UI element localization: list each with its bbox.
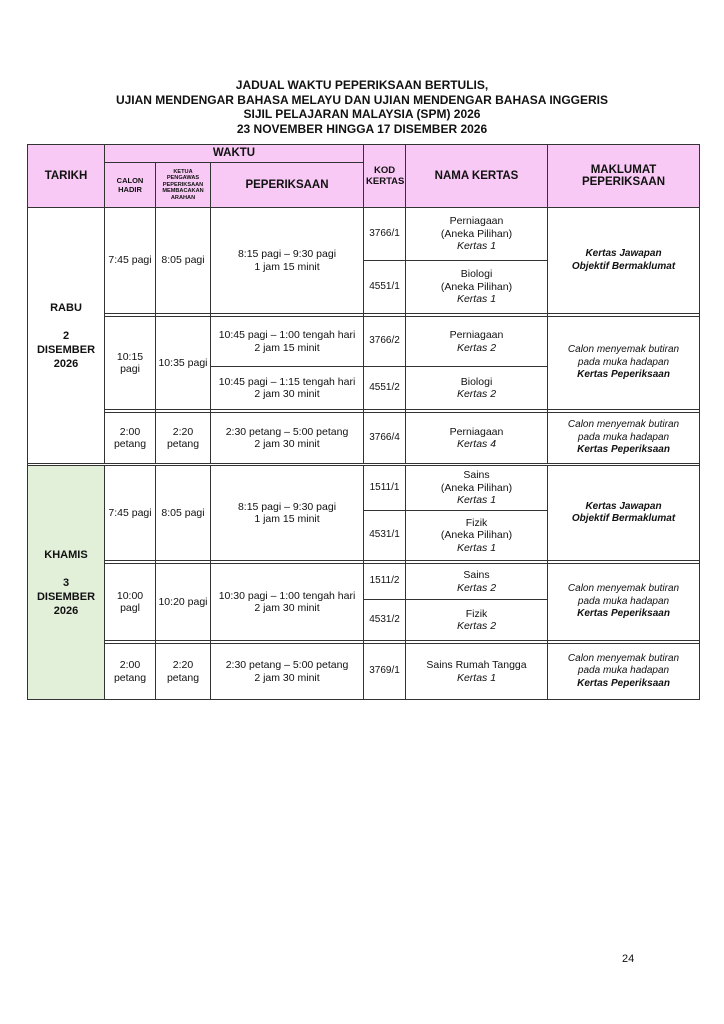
exam-info: Kertas Jawapan Objektif Bermaklumat bbox=[548, 208, 700, 314]
table-row bbox=[28, 564, 700, 600]
calon-hadir-time: 7:45 pagi bbox=[105, 208, 156, 314]
header-kod-kertas: KOD KERTAS bbox=[364, 145, 406, 208]
title-line-2: UJIAN MENDENGAR BAHASA MELAYU DAN UJIAN MENDENGAR BAHASA INGGERIS bbox=[115, 92, 609, 107]
paper-code: 4531/1 bbox=[364, 511, 406, 561]
exam-time: 2:30 petang – 5:00 petang 2 jam 30 minit bbox=[211, 413, 364, 464]
paper-name: Biologi Kertas 2 bbox=[406, 367, 548, 410]
paper-name: Fizik Kertas 2 bbox=[406, 600, 548, 641]
paper-code: 3766/1 bbox=[364, 208, 406, 261]
ketua-pengawas-time: 2:20 petang bbox=[156, 644, 211, 700]
header-nama-kertas: NAMA KERTAS bbox=[406, 145, 548, 208]
title-line-1: JADUAL WAKTU PEPERIKSAAN BERTULIS, bbox=[235, 78, 489, 92]
exam-time: 10:30 pagi – 1:00 tengah hari 2 jam 30 minit bbox=[211, 564, 364, 641]
exam-time: 10:45 pagi – 1:15 tengah hari 2 jam 30 minit bbox=[211, 367, 364, 410]
calon-hadir-time: 7:45 pagi bbox=[105, 466, 156, 561]
exam-time: 8:15 pagi – 9:30 pagi 1 jam 15 minit bbox=[211, 466, 364, 561]
ketua-pengawas-time: 8:05 pagi bbox=[156, 466, 211, 561]
page-number: 24 bbox=[622, 953, 635, 965]
calon-hadir-time: 10:00 pagl bbox=[105, 564, 156, 641]
ketua-pengawas-time: 10:20 pagi bbox=[156, 564, 211, 641]
paper-name: Perniagaan Kertas 2 bbox=[406, 317, 548, 367]
exam-info: Calon menyemak butiran pada muka hadapan Kertas Peperiksaan bbox=[548, 564, 700, 641]
paper-name: Sains Rumah Tangga Kertas 1 bbox=[406, 644, 548, 700]
header-peperiksaan: PEPERIKSAAN bbox=[211, 163, 364, 208]
exam-info: Calon menyemak butiran pada muka hadapan Kertas Peperiksaan bbox=[548, 644, 700, 700]
paper-name: Perniagaan Kertas 4 bbox=[406, 413, 548, 464]
exam-schedule-table bbox=[27, 144, 700, 700]
paper-code: 1511/1 bbox=[364, 466, 406, 511]
table-row bbox=[28, 466, 700, 511]
header-waktu: WAKTU bbox=[105, 145, 364, 163]
ketua-pengawas-time: 2:20 petang bbox=[156, 413, 211, 464]
exam-info: Kertas Jawapan Objektif Bermaklumat bbox=[548, 466, 700, 561]
day-cell-khamis: KHAMIS 3 DISEMBER 2026 bbox=[28, 466, 105, 700]
calon-hadir-time: 2:00 petang bbox=[105, 413, 156, 464]
paper-name: Biologi (Aneka Pilihan) Kertas 1 bbox=[406, 261, 548, 314]
header-ketua-pengawas: KETUA PENGAWAS PEPERIKSAAN MEMBACAKAN ARAHAN bbox=[156, 163, 211, 208]
paper-name: Fizik (Aneka Pilihan) Kertas 1 bbox=[406, 511, 548, 561]
paper-code: 3766/2 bbox=[364, 317, 406, 367]
exam-time: 10:45 pagi – 1:00 tengah hari 2 jam 15 minit bbox=[211, 317, 364, 367]
table-row bbox=[28, 644, 700, 700]
paper-code: 3766/4 bbox=[364, 413, 406, 464]
exam-info: Calon menyemak butiran pada muka hadapan Kertas Peperiksaan bbox=[548, 413, 700, 464]
header-calon-hadir: CALON HADIR bbox=[105, 163, 156, 208]
title-line-4: 23 NOVEMBER HINGGA 17 DISEMBER 2026 bbox=[236, 121, 488, 136]
exam-info: Calon menyemak butiran pada muka hadapan Kertas Peperiksaan bbox=[548, 317, 700, 410]
paper-code: 3769/1 bbox=[364, 644, 406, 700]
calon-hadir-time: 2:00 petang bbox=[105, 644, 156, 700]
paper-code: 1511/2 bbox=[364, 564, 406, 600]
exam-time: 2:30 petang – 5:00 petang 2 jam 30 minit bbox=[211, 644, 364, 700]
paper-name: Perniagaan (Aneka Pilihan) Kertas 1 bbox=[406, 208, 548, 261]
document-title bbox=[0, 78, 724, 136]
paper-name: Sains Kertas 2 bbox=[406, 564, 548, 600]
paper-code: 4531/2 bbox=[364, 600, 406, 641]
table-row bbox=[28, 317, 700, 367]
header-tarikh: TARIKH bbox=[28, 145, 105, 208]
day-cell-rabu: RABU 2 DISEMBER 2026 bbox=[28, 208, 105, 464]
paper-code: 4551/2 bbox=[364, 367, 406, 410]
table-row bbox=[28, 413, 700, 464]
paper-code: 4551/1 bbox=[364, 261, 406, 314]
exam-time: 8:15 pagi – 9:30 pagi 1 jam 15 minit bbox=[211, 208, 364, 314]
table-row bbox=[28, 208, 700, 261]
title-line-3: SIJIL PELAJARAN MALAYSIA (SPM) 2026 bbox=[243, 107, 481, 121]
header-maklumat: MAKLUMAT PEPERIKSAAN bbox=[548, 145, 700, 208]
ketua-pengawas-time: 10:35 pagi bbox=[156, 317, 211, 410]
paper-name: Sains (Aneka Pilihan) Kertas 1 bbox=[406, 466, 548, 511]
ketua-pengawas-time: 8:05 pagi bbox=[156, 208, 211, 314]
calon-hadir-time: 10:15 pagi bbox=[105, 317, 156, 410]
